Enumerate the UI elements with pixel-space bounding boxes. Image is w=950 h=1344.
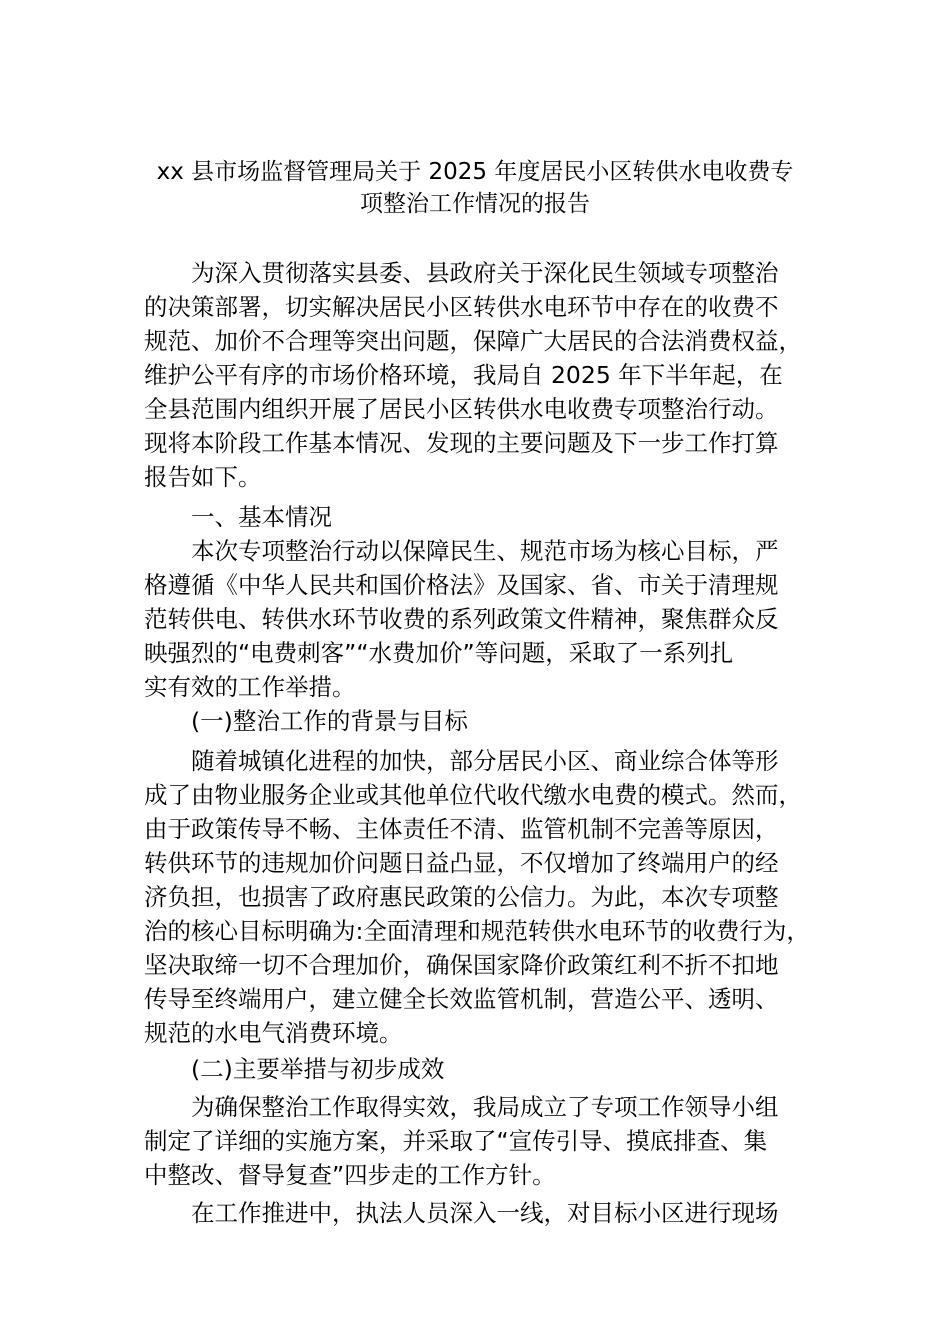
paragraph-line: 坚决取缔一切不合理加价，确保国家降价政策红利不折不扣地: [144, 951, 779, 979]
paragraph-line: 为深入贯彻落实县委、县政府关于深化民生领域专项整治: [191, 259, 779, 287]
paragraph-line: 制定了详细的实施方案，并采取了“宣传引导、摸底排查、集: [144, 1127, 768, 1155]
paragraph-line: 格遵循《中华人民共和国价格法》及国家、省、市关于清理规: [144, 571, 779, 599]
paragraph-line: 规范、加价不合理等突出问题，保障广大居民的合法消费权益，: [144, 327, 802, 355]
paragraph-line: 由于政策传导不畅、主体责任不清、监管机制不完善等原因，: [144, 815, 779, 843]
paragraph-line: 实有效的工作举措。: [144, 673, 356, 701]
paragraph-line: 转供环节的违规加价问题日益凸显，不仅增加了终端用户的经: [144, 849, 779, 877]
document-title-line-1: xx 县市场监督管理局关于 2025 年度居民小区转供水电收费专: [156, 159, 794, 185]
paragraph-line: 映强烈的“电费刺客”“水费加价”等问题，采取了一系列扎: [144, 639, 734, 667]
document-title-line-2: 项整治工作情况的报告: [360, 191, 590, 217]
paragraph-line: 报告如下。: [144, 463, 262, 491]
paragraph-line: 现将本阶段工作基本情况、发现的主要问题及下一步工作打算: [144, 429, 779, 457]
paragraph-line: 为确保整治工作取得实效，我局成立了专项工作领导小组: [191, 1093, 779, 1121]
paragraph-line: 随着城镇化进程的加快，部分居民小区、商业综合体等形: [191, 747, 779, 775]
paragraph-line: 本次专项整治行动以保障民生、规范市场为核心目标，严: [191, 537, 779, 565]
paragraph-line: 中整改、督导复查”四步走的工作方针。: [144, 1161, 556, 1189]
subsection-heading: (二)主要举措与初步成效: [191, 1055, 445, 1083]
paragraph-line: 的决策部署，切实解决居民小区转供水电环节中存在的收费不: [144, 293, 779, 321]
subsection-heading: (一)整治工作的背景与目标: [191, 707, 468, 735]
paragraph-line: 在工作推进中，执法人员深入一线，对目标小区进行现场: [191, 1199, 779, 1227]
paragraph-line: 传导至终端用户，建立健全长效监管机制，营造公平、透明、: [144, 985, 779, 1013]
paragraph-line: 成了由物业服务企业或其他单位代收代缴水电费的模式。然而，: [144, 781, 802, 809]
section-heading: 一、基本情况: [191, 503, 332, 531]
paragraph-line: 范转供电、转供水环节收费的系列政策文件精神，聚焦群众反: [144, 605, 779, 633]
paragraph-line: 规范的水电气消费环境。: [144, 1019, 403, 1047]
paragraph-line: 全县范围内组织开展了居民小区转供水电收费专项整治行动。: [144, 395, 779, 423]
paragraph-line: 治的核心目标明确为:全面清理和规范转供水电环节的收费行为，: [144, 917, 810, 945]
paragraph-line: 维护公平有序的市场价格环境，我局自 2025 年下半年起，在: [144, 361, 783, 389]
paragraph-line: 济负担，也损害了政府惠民政策的公信力。为此，本次专项整: [144, 883, 779, 911]
